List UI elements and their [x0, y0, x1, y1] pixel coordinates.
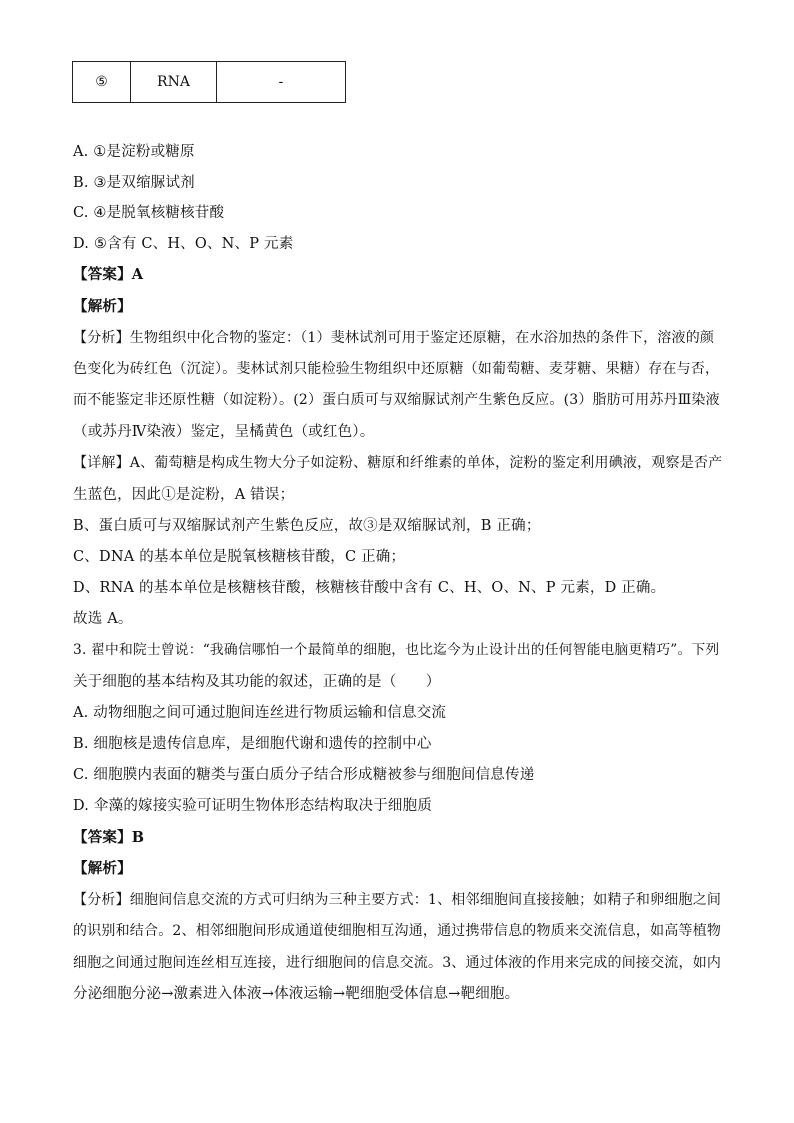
compound-table: [72, 61, 346, 103]
q2-fenxi-line: 而不能鉴定非还原性糖（如淀粉）。(2）蛋白质可与双缩脲试剂产生紫色反应。(3）脂肪可用苏丹Ⅲ染液: [73, 392, 720, 408]
q3-stem-line: 3. 翟中和院士曾说：“我确信哪怕一个最简单的细胞，也比迄今为止设计出的任何智能电脑更精巧”。下列: [73, 642, 720, 658]
q3-fenxi-line: 【分析】细胞间信息交流的方式可归纳为三种主要方式：1、相邻细胞间直接接触；如精子和卵细胞之间: [73, 892, 722, 908]
q3-answer: 【答案】B: [73, 829, 145, 846]
q3-analysis-label: 【解析】: [73, 860, 132, 877]
q2-answer: 【答案】A: [73, 266, 144, 283]
q2-analysis-label: 【解析】: [73, 298, 132, 315]
q2-xiangjie-line: 【详解】A、葡萄糖是构成生物大分子如淀粉、糖原和纤维素的单体，淀粉的鉴定利用碘液，观察是否产: [73, 455, 723, 471]
table-row: [73, 62, 346, 103]
q2-option-d: D. ⑤含有 C、H、O、N、P 元素: [73, 236, 294, 252]
q3-option-c: C. 细胞膜内表面的糖类与蛋白质分子结合形成糖被参与细胞间信息传递: [73, 767, 535, 783]
q3-option-d: D. 伞藻的嫁接实验可证明生物体形态结构取决于细胞质: [73, 798, 433, 814]
q2-fenxi-line: （或苏丹Ⅳ染液）鉴定，呈橘黄色（或红色）。: [73, 424, 375, 440]
q2-xiangjie-line: C、DNA 的基本单位是脱氧核糖核苷酸，C 正确；: [73, 549, 406, 565]
q2-xiangjie-line: B、蛋白质可与双缩脲试剂产生紫色反应，故③是双缩脲试剂，B 正确；: [73, 518, 541, 534]
q3-option-a: A. 动物细胞之间可通过胞间连丝进行物质运输和信息交流: [73, 705, 447, 721]
q2-xiangjie-line: D、RNA 的基本单位是核糖核苷酸，核糖核苷酸中含有 C、H、O、N、P 元素，D 正确。: [73, 580, 666, 596]
q3-fenxi-line: 细胞之间通过胞间连丝相互连接，进行细胞间的信息交流。3、通过体液的作用来完成的间接交流，如内: [73, 955, 722, 971]
q3-stem-line: 关于细胞的基本结构及其功能的叙述，正确的是（ ）: [73, 674, 441, 690]
q2-option-b: B. ③是双缩脲试剂: [73, 175, 195, 191]
table-cell-number: ⑤: [73, 62, 131, 103]
q3-option-b: B. 细胞核是遗传信息库，是细胞代谢和遗传的控制中心: [73, 736, 432, 752]
table-cell-result: -: [217, 62, 346, 103]
q2-xiangjie-line: 故选 A。: [73, 611, 133, 627]
q2-option-a: A. ①是淀粉或糖原: [73, 144, 195, 160]
q3-fenxi-line: 分泌细胞分泌→激素进入体液→体液运输→靶细胞受体信息→靶细胞。: [73, 986, 520, 1002]
q2-fenxi-line: 【分析】生物组织中化合物的鉴定：（1）斐林试剂可用于鉴定还原糖，在水浴加热的条件下，溶液的颜: [73, 330, 715, 346]
q2-option-c: C. ④是脱氧核糖核苷酸: [73, 205, 225, 221]
q2-fenxi-line: 色变化为砖红色（沉淀）。斐林试剂只能检验生物组织中还原糖（如葡萄糖、麦芽糖、果糖）存在与否，: [73, 361, 720, 377]
q3-fenxi-line: 的识别和结合。2、相邻细胞间形成通道使细胞相互沟通，通过携带信息的物质来交流信息，如高等植物: [73, 923, 722, 939]
q2-xiangjie-line: 生蓝色，因此①是淀粉，A 错误；: [73, 487, 295, 503]
table-cell-compound: RNA: [131, 62, 217, 103]
